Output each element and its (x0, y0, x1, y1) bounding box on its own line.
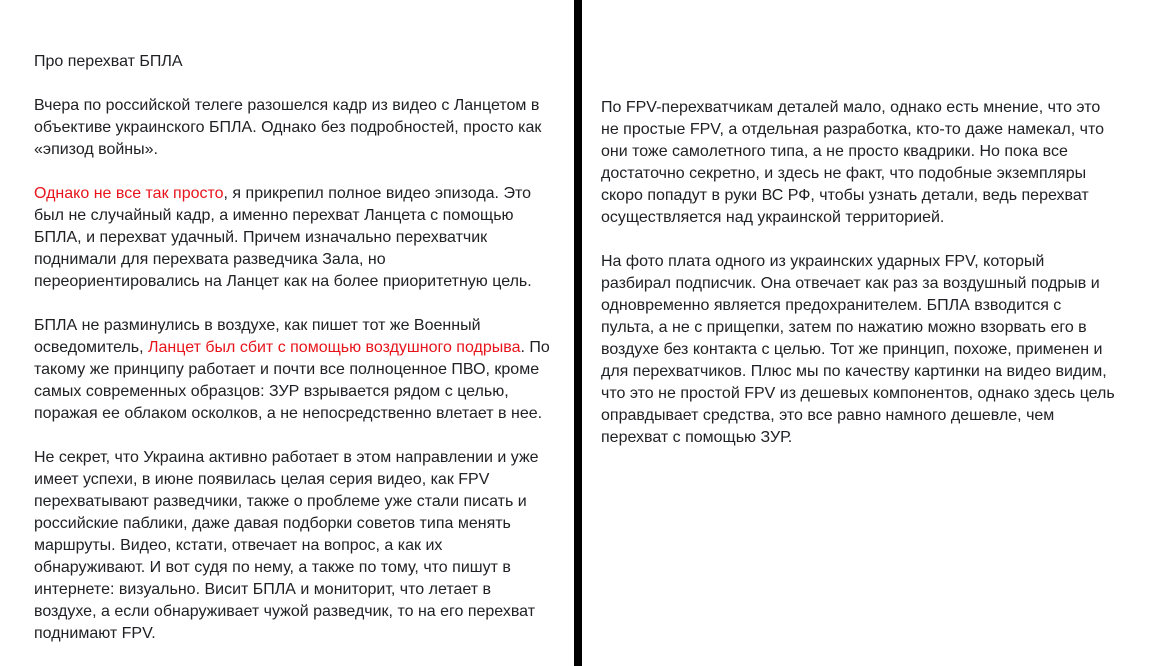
paragraph-3 (34, 315, 574, 425)
paragraph-5: По FPV-перехватчикам деталей мало, однако есть мнение, что это не простые FPV, а отдельная разработка, кто-то даже намекал, что они тоже самолетного типа, а не просто квадрики. Но пока все достаточно секретно, и здесь не факт, что подобные экземпляры скоро попадут в руки ВС РФ, чтобы узнать детали, ведь перехват осуществляется над украинской территорией. (601, 99, 1105, 226)
paragraph-1: Вчера по российской телеге разошелся кадр из видео с Ланцетом в объективе украинского БПЛА. Однако без подробностей, просто как «эпизод войны». (34, 97, 542, 158)
paragraph-2 (34, 183, 574, 293)
right-column (582, 0, 1150, 666)
left-column (0, 0, 574, 666)
highlight-text: Однако не все так просто (34, 185, 224, 202)
paragraph-3-end: . По такому же принципу работает и почти все полноценное ПВО, кроме самых современных образцов: ЗУР взрывается рядом с целью, поражая ее облаком осколков, а не непосредственно влетает в нее. (34, 339, 550, 422)
paragraph-6: На фото плата одного из украинских ударных FPV, который разбирал подписчик. Она отвечает как раз за воздушный подрыв и одновременно является предохранителем. БПЛА взводится с пульта, а не с прищепки, затем по нажатию можно взорвать его в воздухе без контакта с целью. Тот же принцип, похоже, применен и для перехватчиков. Плюс мы по качеству картинки на видео видим, что это не простой FPV из дешевых компонентов, однако здесь цель оправдывает средства, это все равно намного дешевле, чем перехват с помощью ЗУР. (601, 253, 1115, 446)
paragraph-3-start: БПЛА не разминулись в воздухе, как пишет тот же Военный осведомитель, (34, 317, 481, 356)
paragraph-4: Не секрет, что Украина активно работает в этом направлении и уже имеет успехи, в июне появилась целая серия видео, как FPV перехватывают разведчики, также о проблеме уже стали писать и российские паблики, даже давая подборки советов типа менять маршруты. Видео, кстати, отвечает на вопрос, а как их обнаруживают. И вот судя по нему, а также по тому, что пишут в интернете: визуально. Висит БПЛА и мониторит, что летает в воздухе, а если обнаруживает чужой разведчик, то на его перехват поднимают FPV. (34, 449, 539, 642)
highlight-text: Ланцет был сбит с помощью воздушного подрыва (148, 339, 521, 356)
paragraph-2-rest: , я прикрепил полное видео эпизода. Это был не случайный кадр, а именно перехват Ланцета с помощью БПЛА, и перехват удачный. Причем изначально перехватчик поднимали для перехвата разведчика Зала, но переориентировались на Ланцет как на более приоритетную цель. (34, 185, 532, 290)
column-divider (574, 0, 582, 666)
post-title: Про перехват БПЛА (34, 53, 183, 70)
